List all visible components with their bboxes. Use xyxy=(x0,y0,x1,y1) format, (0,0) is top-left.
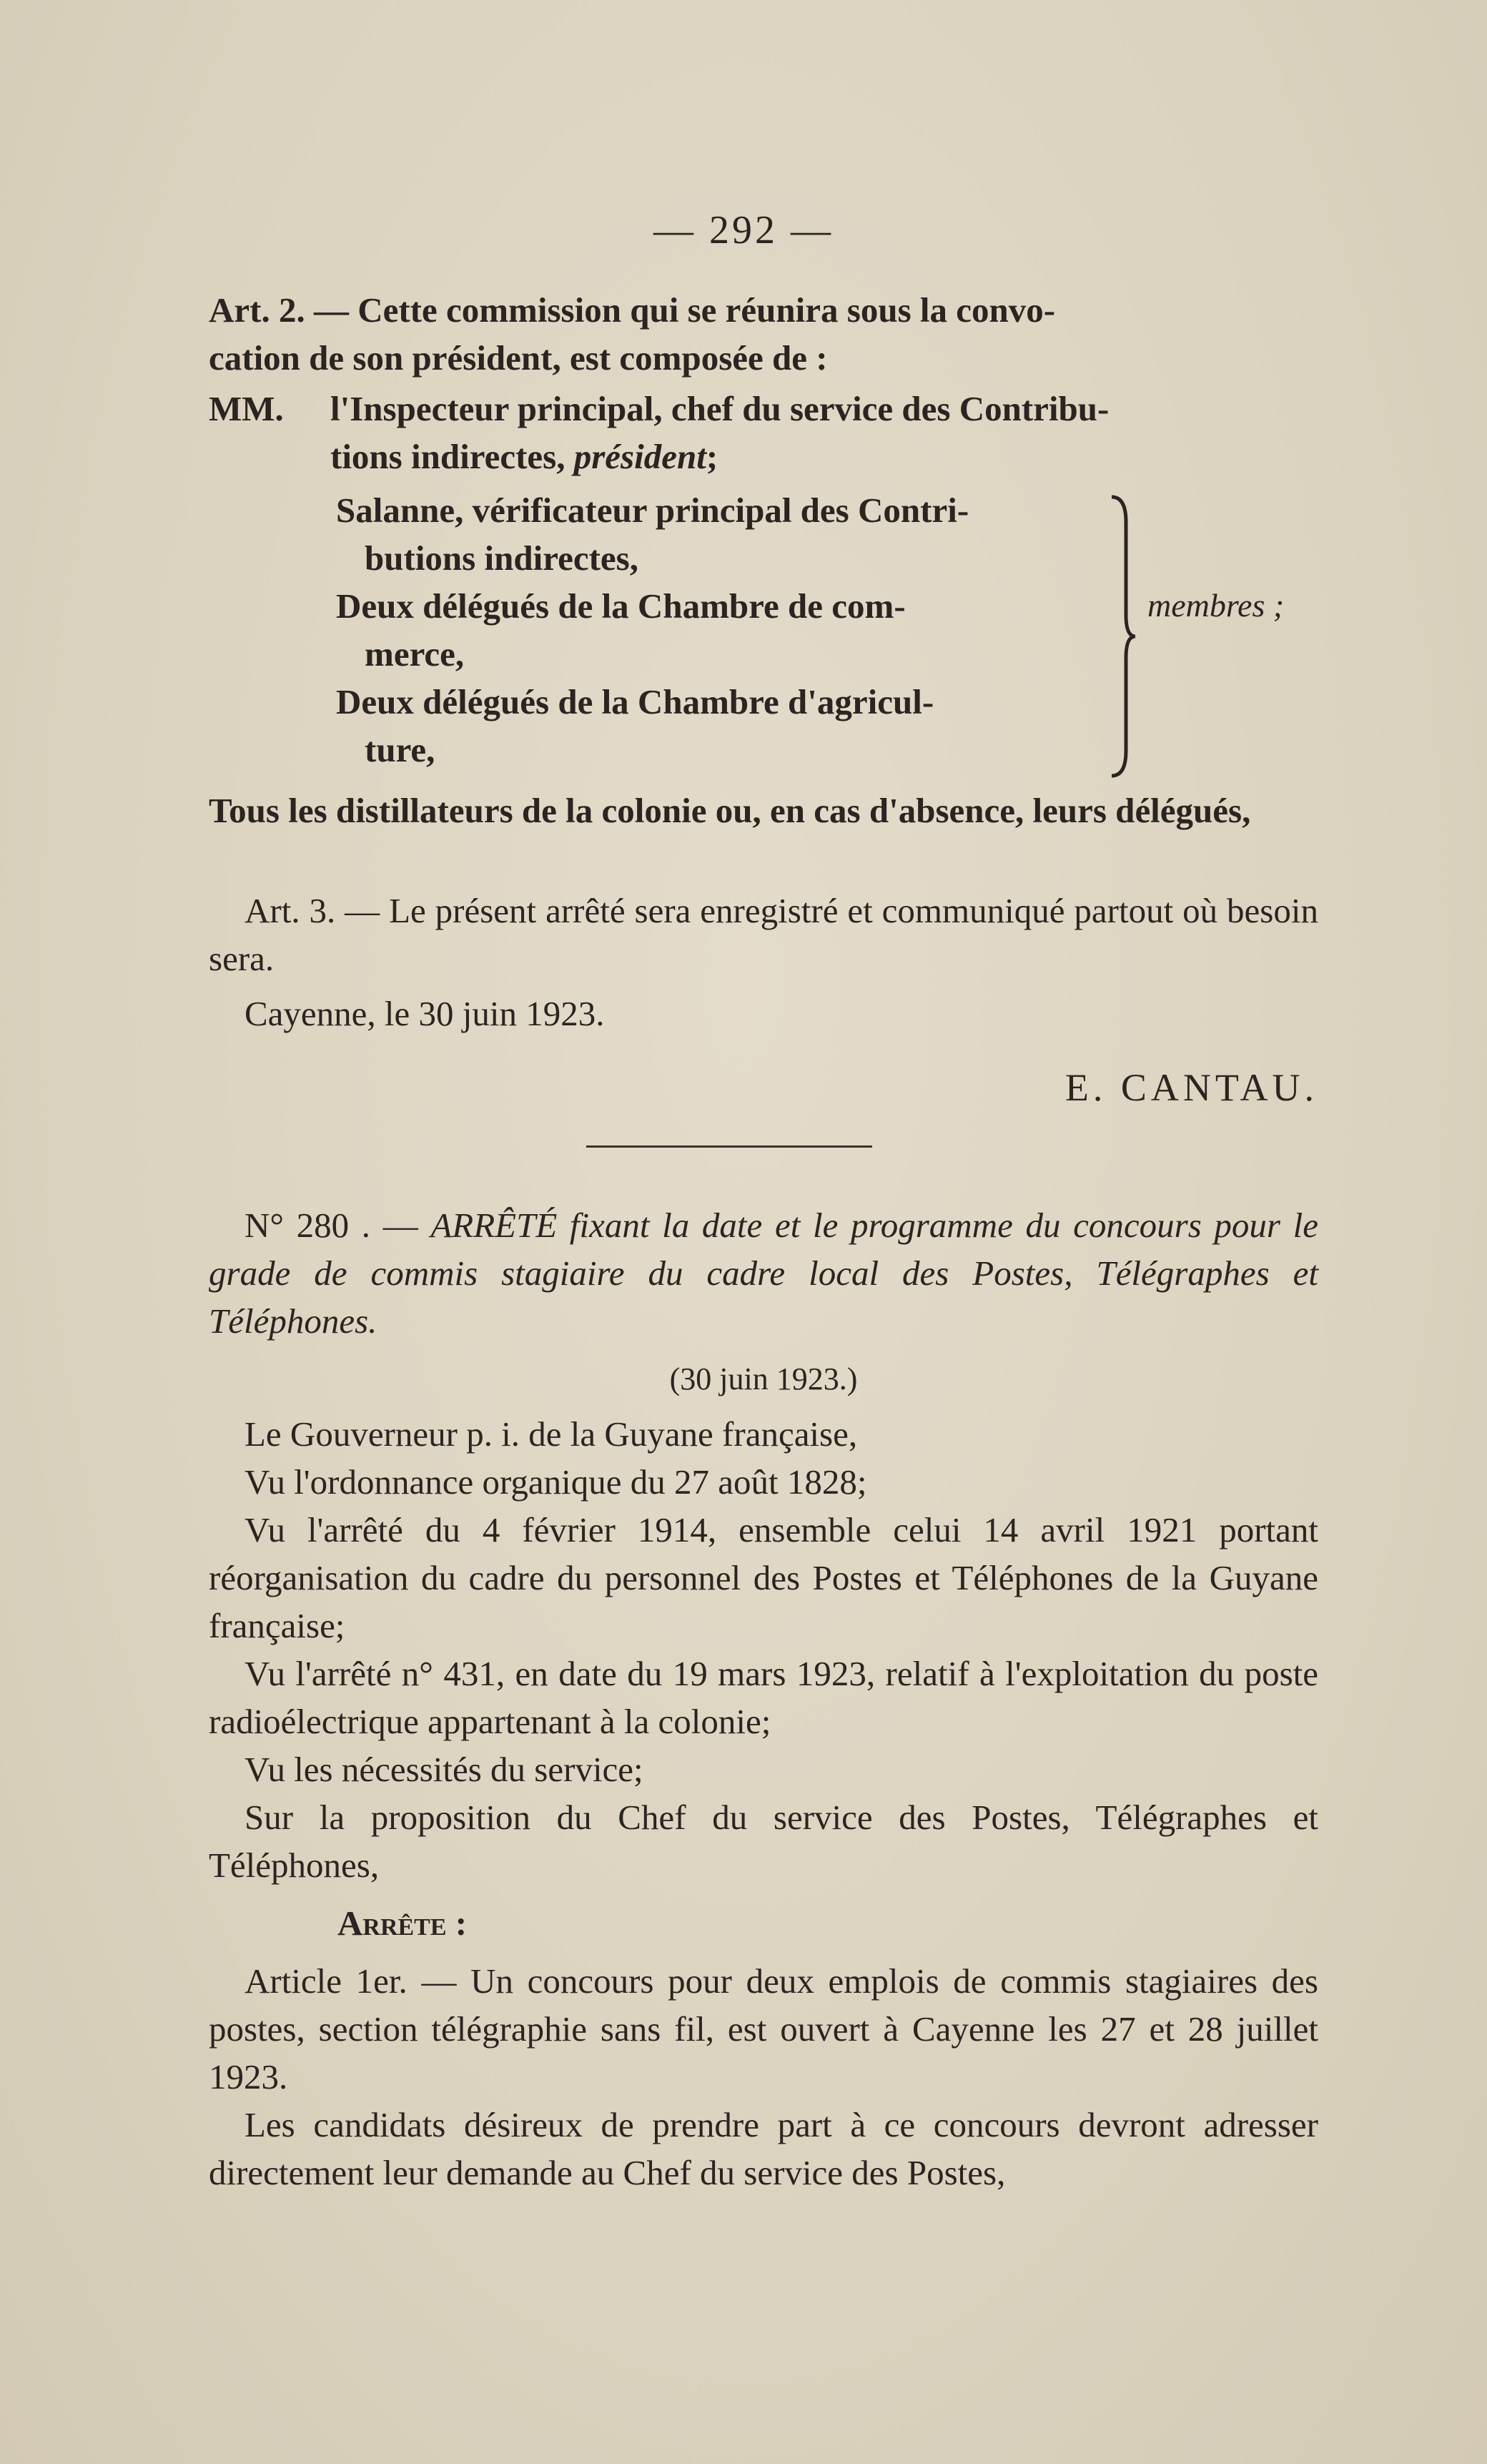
vu-necessites: Vu les nécessités du service; xyxy=(244,1750,643,1789)
mm-text2: tions indirectes, xyxy=(330,437,565,476)
distillateurs-text: Tous les distillateurs de la colonie ou, en cas d'absence, leurs délégués, xyxy=(209,791,1251,830)
page-number: — 292 — xyxy=(653,208,834,252)
vu-arrete-431: Vu l'arrêté n° 431, en date du 19 mars 1923, relatif à l'exploitation du poste radioélectrique appartenant à la colonie; xyxy=(209,1654,1318,1741)
mm-president: président xyxy=(573,437,706,476)
member-2: Deux délégués de la Chambre de com- merce, xyxy=(336,586,906,674)
member-3: Deux délégués de la Chambre d'agricul- ture, xyxy=(336,682,934,769)
arrete-title: ARRÊTÉ fixant la date et le programme du concours pour le grade de commis stagiaire du cadre local des Postes, Télégraphes et Téléphones. xyxy=(209,1206,1319,1341)
vu-ordonnance: Vu l'ordonnance organique du 27 août 1828; xyxy=(244,1462,867,1502)
mm-text1: l'Inspecteur principal, chef du service des Contribu- xyxy=(330,389,1110,428)
article-1: Article 1er. — Un concours pour deux emplois de commis stagiaires des postes, section télégraphie sans fil, est ouvert à Cayenne les 27 et 28 juillet 1923. xyxy=(209,1961,1318,2096)
art3-text: Art. 3. — Le présent arrêté sera enregistré et communiqué partout où besoin sera. xyxy=(209,891,1318,978)
gouverneur: Le Gouverneur p. i. de la Guyane française, xyxy=(244,1414,858,1454)
sur-proposition: Sur la proposition du Chef du service des Postes, Télégraphes et Téléphones, xyxy=(209,1798,1318,1885)
membres-label: membres ; xyxy=(1147,587,1285,624)
arrete-280 xyxy=(209,1201,1318,2197)
mm-president-end: ; xyxy=(706,437,718,476)
distillateurs-entry xyxy=(209,787,1318,834)
mm-label: MM. xyxy=(209,389,284,428)
arrete-date: (30 juin 1923.) xyxy=(669,1361,858,1396)
article-3 xyxy=(209,887,1318,1038)
article-2 xyxy=(209,286,1318,382)
brace-icon xyxy=(1108,493,1137,779)
candidats: Les candidats désireux de prendre part à ce concours devront adresser directement leur demande au Chef du service des Postes, xyxy=(209,2105,1318,2192)
member-1: Salanne, vérificateur principal des Contri- butions indirectes, xyxy=(336,491,969,578)
arrete-label: Arrête : xyxy=(337,1903,468,1943)
art2-line1: Art. 2. — Cette commission qui se réunira sous la convo- xyxy=(209,290,1056,330)
arrete-number: N° 280 . — xyxy=(244,1206,418,1245)
president-entry xyxy=(209,385,1318,481)
signature: E. CANTAU. xyxy=(1064,1066,1318,1109)
art2-line2: cation de son président, est composée de : xyxy=(209,338,828,378)
vu-arrete-1914: Vu l'arrêté du 4 février 1914, ensemble celui 14 avril 1921 portant réorganisation du cadre du personnel des Postes et Téléphones de la Guyane française; xyxy=(209,1510,1318,1645)
members-list xyxy=(336,486,1172,774)
date-place: Cayenne, le 30 juin 1923. xyxy=(244,994,605,1033)
arrete-heading xyxy=(209,1201,1318,1345)
separator-rule xyxy=(586,1145,872,1148)
